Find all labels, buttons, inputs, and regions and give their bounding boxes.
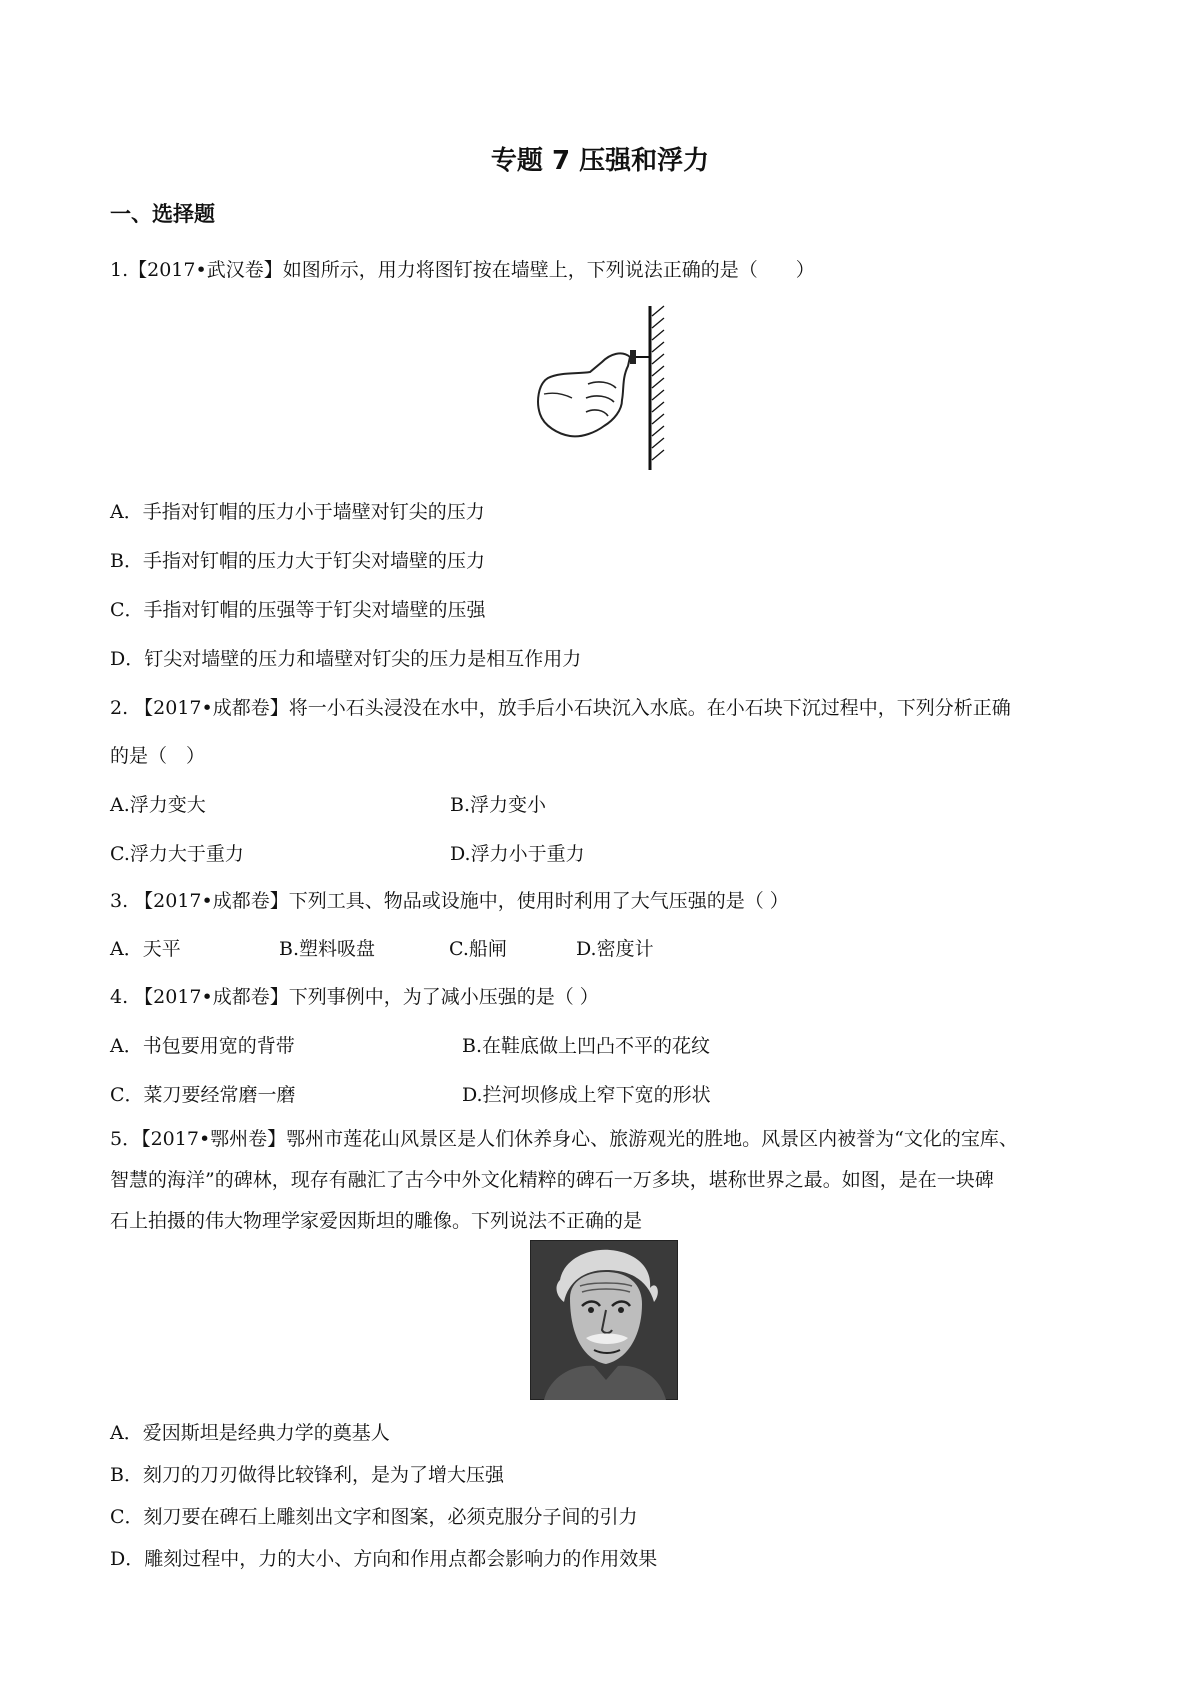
q2-option-d: D.浮力小于重力 — [450, 843, 585, 865]
q5-option-c: C．刻刀要在碑石上雕刻出文字和图案，必须克服分子间的引力 — [110, 1506, 638, 1528]
q4-stem: 4. 【2017•成都卷】下列事例中，为了减小压强的是（ ） — [110, 986, 599, 1008]
q5-option-b: B．刻刀的刀刃做得比较锋利，是为了增大压强 — [110, 1464, 504, 1486]
q1-option-c: C．手指对钉帽的压强等于钉尖对墙壁的压强 — [110, 599, 486, 621]
q3-option-b: B.塑料吸盘 — [279, 938, 376, 960]
q1-option-a: A．手指对钉帽的压力小于墙壁对钉尖的压力 — [110, 501, 485, 523]
q4-option-b: B.在鞋底做上凹凸不平的花纹 — [462, 1035, 711, 1057]
thumbtack-hand-figure — [530, 302, 680, 474]
q1-option-b: B．手指对钉帽的压力大于钉尖对墙壁的压力 — [110, 550, 485, 572]
q4-option-a: A．书包要用宽的背带 — [110, 1035, 295, 1057]
q4-option-d: D.拦河坝修成上窄下宽的形状 — [462, 1084, 711, 1106]
q5-stem-line2: 智慧的海洋”的碑林，现存有融汇了古今中外文化精粹的碑石一万多块，堪称世界之最。如图，是在一块碑 — [110, 1169, 994, 1191]
einstein-carving-image — [530, 1240, 678, 1400]
q2-option-c: C.浮力大于重力 — [110, 843, 244, 865]
q3-option-a: A．天平 — [110, 938, 181, 960]
q5-stem-line3: 石上拍摄的伟大物理学家爱因斯坦的雕像。下列说法不正确的是 — [110, 1210, 643, 1232]
q1-stem: 1.【2017•武汉卷】如图所示，用力将图钉按在墙壁上，下列说法正确的是（ ） — [110, 259, 815, 281]
q1-option-d: D．钉尖对墙壁的压力和墙壁对钉尖的压力是相互作用力 — [110, 648, 582, 670]
q2-stem-line1: 2. 【2017•成都卷】将一小石头浸没在水中，放手后小石块沉入水底。在小石块下沉过程中，下列分析正确 — [110, 697, 1011, 719]
q3-stem: 3. 【2017•成都卷】下列工具、物品或设施中，使用时利用了大气压强的是（ ） — [110, 890, 789, 912]
q2-stem-line2: 的是（ ） — [110, 745, 206, 767]
section-heading: 一、选择题 — [110, 202, 215, 226]
q4-option-c: C．菜刀要经常磨一磨 — [110, 1084, 296, 1106]
q2-option-a: A.浮力变大 — [110, 794, 206, 816]
page-title: 专题 7 压强和浮力 — [490, 146, 710, 176]
q3-option-c: C.船闸 — [449, 938, 507, 960]
q5-option-d: D．雕刻过程中，力的大小、方向和作用点都会影响力的作用效果 — [110, 1548, 658, 1570]
q3-option-d: D.密度计 — [576, 938, 654, 960]
q2-option-b: B.浮力变小 — [450, 794, 547, 816]
q5-stem-line1: 5．【2017•鄂州卷】鄂州市莲花山风景区是人们休养身心、旅游观光的胜地。风景区内被誉为“文化的宝库、 — [110, 1128, 1018, 1150]
q5-option-a: A．爱因斯坦是经典力学的奠基人 — [110, 1422, 390, 1444]
